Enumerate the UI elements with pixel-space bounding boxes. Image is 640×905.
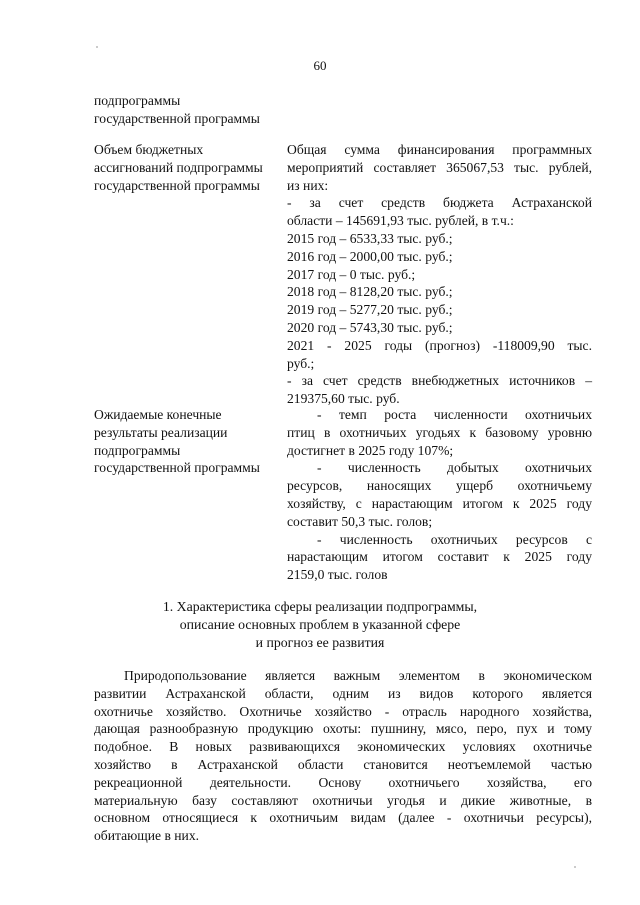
paragraph-line: Природопользование является важным элементом в экономическом	[124, 668, 592, 683]
budget-line: 219375,60 тыс. руб.	[287, 391, 400, 407]
results-line: - темп роста численности охотничьих	[317, 407, 592, 422]
section-heading-line: описание основных проблем в указанной сфере	[179, 617, 461, 632]
budget-line: 2016 год – 2000,00 тыс. руб.;	[287, 248, 453, 264]
paragraph-line: подобное. В новых развивающихся экономических условиях охотничье	[94, 739, 592, 755]
results-line: достигнет в 2025 году 107%;	[287, 442, 454, 458]
page-number: 60	[313, 58, 327, 73]
budget-label	[94, 141, 284, 194]
results-line: - численность охотничьих ресурсов с	[317, 531, 592, 547]
paragraph-line: развитии Астраханской области, одним из видов которого является	[94, 685, 592, 701]
budget-line: 2021 - 2025 годы (прогноз) -118009,90 тыс.	[287, 337, 592, 353]
results-label-line: результаты реализации	[94, 424, 228, 440]
top-label-line: подпрограммы	[94, 93, 181, 108]
budget-line: руб.;	[287, 355, 315, 371]
results-label	[94, 406, 284, 477]
budget-line: 2018 год – 8128,20 тыс. руб.;	[287, 284, 453, 300]
paragraph-line: дающая разнообразную продукцию охоты: пушнину, мясо, перо, пух и тому	[94, 721, 592, 737]
budget-line: 2019 год – 5277,20 тыс. руб.;	[287, 302, 453, 318]
budget-description	[287, 141, 592, 408]
paragraph-line: обитающие в них.	[94, 828, 200, 844]
section-heading-line: и прогноз ее развития	[255, 635, 385, 650]
budget-label-line: ассигнований подпрограммы	[94, 159, 263, 175]
scan-speck	[96, 46, 98, 48]
budget-line: - за счет средств внебюджетных источников –	[287, 373, 592, 389]
budget-line: из них:	[287, 177, 329, 193]
paragraph-line: материальную базу составляют охотничьи угодья и дикие животные, в	[94, 792, 592, 808]
budget-line: 2017 год – 0 тыс. руб.;	[287, 266, 416, 282]
results-label-line: подпрограммы	[94, 442, 181, 458]
results-description	[287, 406, 592, 584]
section-heading-line: 1. Характеристика сферы реализации подпрограммы,	[162, 599, 478, 614]
budget-label-line: Объем бюджетных	[94, 142, 204, 157]
results-label-line: Ожидаемые конечные	[94, 407, 222, 422]
budget-line: мероприятий составляет 365067,53 тыс. рублей,	[287, 159, 592, 175]
scan-speck	[574, 866, 576, 868]
budget-line: 2020 год – 5743,30 тыс. руб.;	[287, 319, 453, 335]
results-line: птиц в охотничьих угодьях к базовому уровню	[287, 424, 592, 440]
results-line: хозяйству, с нарастающим итогом к 2025 году	[287, 495, 592, 511]
section-heading	[0, 598, 640, 652]
paragraph-line: хозяйство в Астраханской области становится неотъемлемой частью	[94, 756, 592, 772]
results-line: нарастающим итогом составит к 2025 году	[287, 549, 592, 565]
paragraph-line: охотничье хозяйство. Охотничье хозяйство - отрасль народного хозяйства,	[94, 703, 592, 719]
budget-line: Общая сумма финансирования программных	[287, 142, 592, 157]
results-label-line: государственной программы	[94, 460, 260, 476]
budget-label-line: государственной программы	[94, 177, 260, 193]
results-line: - численность добытых охотничьих	[317, 460, 592, 476]
paragraph-line: рекреационной деятельности. Основу охотничьего хозяйства, его	[94, 774, 592, 790]
budget-line: 2015 год – 6533,33 тыс. руб.;	[287, 230, 453, 246]
results-line: составит 50,3 тыс. голов;	[287, 513, 433, 529]
budget-line: области – 145691,93 тыс. рублей, в т.ч.:	[287, 213, 514, 229]
budget-line: - за счет средств бюджета Астраханской	[287, 195, 592, 211]
body-paragraph	[94, 667, 592, 845]
top-label	[94, 92, 284, 128]
results-line: ресурсов, наносящих ущерб охотничьему	[287, 478, 592, 494]
paragraph-line: основном относящиеся к охотничьим видам (далее - охотничьи ресурсы),	[94, 810, 592, 826]
results-line: 2159,0 тыс. голов	[287, 567, 388, 583]
top-label-line: государственной программы	[94, 110, 260, 126]
